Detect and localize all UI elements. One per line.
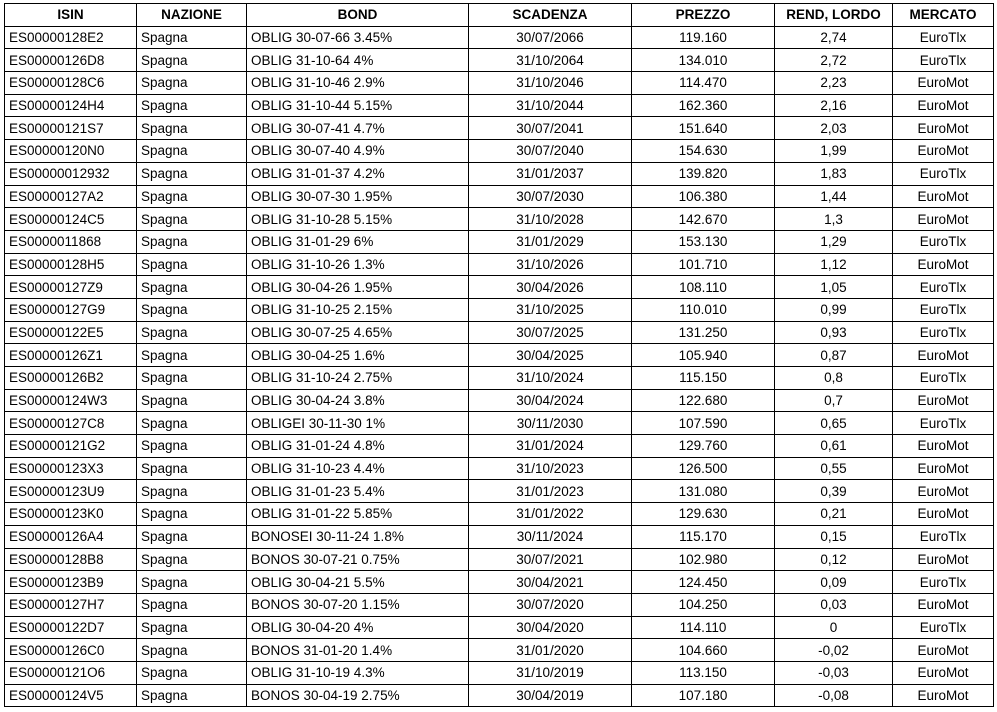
table-row: [5, 525, 994, 548]
scadenza-cell: 31/10/2064: [469, 49, 632, 72]
nazione-cell: Spagna: [137, 684, 247, 707]
scadenza-cell: 31/01/2029: [469, 230, 632, 253]
rend-lordo-cell: 1,29: [775, 230, 893, 253]
prezzo-cell: 102.980: [632, 548, 775, 571]
table-row: [5, 457, 994, 480]
prezzo-cell: 131.080: [632, 480, 775, 503]
prezzo-cell: 114.110: [632, 616, 775, 639]
rend-lordo-cell: 1,05: [775, 276, 893, 299]
mercato-cell: EuroTlx: [893, 525, 994, 548]
table-row: [5, 503, 994, 526]
rend-lordo-cell: 0,99: [775, 298, 893, 321]
prezzo-cell: 115.170: [632, 525, 775, 548]
mercato-cell: EuroMot: [893, 208, 994, 231]
isin-cell: ES00000126Z1: [5, 344, 137, 367]
bond-cell: OBLIG 31-10-26 1.3%: [247, 253, 469, 276]
prezzo-cell: 107.590: [632, 412, 775, 435]
bond-cell: OBLIG 31-01-23 5.4%: [247, 480, 469, 503]
rend-lordo-cell: 0,21: [775, 503, 893, 526]
table-row: [5, 72, 994, 95]
rend-lordo-cell: 0,8: [775, 367, 893, 390]
isin-cell: ES00000122E5: [5, 321, 137, 344]
rend-lordo-cell: 0,55: [775, 457, 893, 480]
nazione-cell: Spagna: [137, 571, 247, 594]
nazione-cell: Spagna: [137, 593, 247, 616]
table-row: [5, 661, 994, 684]
mercato-cell: EuroMot: [893, 503, 994, 526]
table-row: [5, 253, 994, 276]
table-row: [5, 548, 994, 571]
nazione-cell: Spagna: [137, 94, 247, 117]
rend-lordo-cell: 0,15: [775, 525, 893, 548]
scadenza-cell: 31/10/2046: [469, 72, 632, 95]
scadenza-cell: 30/07/2041: [469, 117, 632, 140]
nazione-cell: Spagna: [137, 162, 247, 185]
isin-cell: ES00000127C8: [5, 412, 137, 435]
mercato-cell: EuroMot: [893, 389, 994, 412]
bond-cell: OBLIG 31-10-23 4.4%: [247, 457, 469, 480]
rend-lordo-cell: 0,87: [775, 344, 893, 367]
table-row: [5, 389, 994, 412]
mercato-cell: EuroMot: [893, 140, 994, 163]
bond-cell: OBLIG 30-07-40 4.9%: [247, 140, 469, 163]
column-header-bond: BOND: [247, 4, 469, 27]
bond-cell: OBLIG 30-07-30 1.95%: [247, 185, 469, 208]
isin-cell: ES00000126A4: [5, 525, 137, 548]
rend-lordo-cell: 0,09: [775, 571, 893, 594]
scadenza-cell: 30/07/2030: [469, 185, 632, 208]
mercato-cell: EuroMot: [893, 593, 994, 616]
isin-cell: ES00000012932: [5, 162, 137, 185]
bond-cell: OBLIG 31-10-25 2.15%: [247, 298, 469, 321]
mercato-cell: EuroMot: [893, 639, 994, 662]
column-header-nazione: NAZIONE: [137, 4, 247, 27]
isin-cell: ES00000123U9: [5, 480, 137, 503]
mercato-cell: EuroMot: [893, 684, 994, 707]
column-header-mercato: MERCATO: [893, 4, 994, 27]
rend-lordo-cell: 1,12: [775, 253, 893, 276]
isin-cell: ES00000123B9: [5, 571, 137, 594]
bond-cell: OBLIG 30-04-25 1.6%: [247, 344, 469, 367]
nazione-cell: Spagna: [137, 72, 247, 95]
isin-cell: ES00000127H7: [5, 593, 137, 616]
bond-cell: OBLIG 31-10-44 5.15%: [247, 94, 469, 117]
prezzo-cell: 154.630: [632, 140, 775, 163]
mercato-cell: EuroTlx: [893, 616, 994, 639]
scadenza-cell: 30/07/2040: [469, 140, 632, 163]
table-row: [5, 140, 994, 163]
column-header-isin: ISIN: [5, 4, 137, 27]
table-row: [5, 593, 994, 616]
bond-cell: OBLIG 31-01-37 4.2%: [247, 162, 469, 185]
nazione-cell: Spagna: [137, 389, 247, 412]
prezzo-cell: 122.680: [632, 389, 775, 412]
scadenza-cell: 31/01/2020: [469, 639, 632, 662]
bond-cell: OBLIGEI 30-11-30 1%: [247, 412, 469, 435]
scadenza-cell: 31/10/2024: [469, 367, 632, 390]
table-row: [5, 344, 994, 367]
prezzo-cell: 113.150: [632, 661, 775, 684]
prezzo-cell: 151.640: [632, 117, 775, 140]
nazione-cell: Spagna: [137, 49, 247, 72]
nazione-cell: Spagna: [137, 253, 247, 276]
prezzo-cell: 105.940: [632, 344, 775, 367]
isin-cell: ES00000124H4: [5, 94, 137, 117]
isin-cell: ES00000122D7: [5, 616, 137, 639]
mercato-cell: EuroTlx: [893, 230, 994, 253]
isin-cell: ES00000127G9: [5, 298, 137, 321]
rend-lordo-cell: -0,03: [775, 661, 893, 684]
rend-lordo-cell: 1,3: [775, 208, 893, 231]
scadenza-cell: 31/01/2023: [469, 480, 632, 503]
scadenza-cell: 30/04/2025: [469, 344, 632, 367]
scadenza-cell: 31/10/2026: [469, 253, 632, 276]
nazione-cell: Spagna: [137, 230, 247, 253]
scadenza-cell: 31/10/2025: [469, 298, 632, 321]
nazione-cell: Spagna: [137, 412, 247, 435]
mercato-cell: EuroMot: [893, 344, 994, 367]
rend-lordo-cell: 0,93: [775, 321, 893, 344]
scadenza-cell: 31/01/2024: [469, 435, 632, 458]
table-row: [5, 49, 994, 72]
mercato-cell: EuroTlx: [893, 412, 994, 435]
scadenza-cell: 30/07/2020: [469, 593, 632, 616]
isin-cell: ES00000121S7: [5, 117, 137, 140]
bond-cell: BONOS 30-07-21 0.75%: [247, 548, 469, 571]
table-row: [5, 208, 994, 231]
prezzo-cell: 104.250: [632, 593, 775, 616]
isin-cell: ES00000128E2: [5, 26, 137, 49]
table-row: [5, 94, 994, 117]
mercato-cell: EuroMot: [893, 253, 994, 276]
nazione-cell: Spagna: [137, 185, 247, 208]
bond-cell: OBLIG 30-07-41 4.7%: [247, 117, 469, 140]
table-row: [5, 639, 994, 662]
nazione-cell: Spagna: [137, 457, 247, 480]
scadenza-cell: 30/04/2020: [469, 616, 632, 639]
isin-cell: ES00000126B2: [5, 367, 137, 390]
nazione-cell: Spagna: [137, 503, 247, 526]
nazione-cell: Spagna: [137, 480, 247, 503]
mercato-cell: EuroMot: [893, 457, 994, 480]
prezzo-cell: 114.470: [632, 72, 775, 95]
rend-lordo-cell: 0,65: [775, 412, 893, 435]
mercato-cell: EuroMot: [893, 548, 994, 571]
prezzo-cell: 162.360: [632, 94, 775, 117]
table-row: [5, 26, 994, 49]
bond-cell: OBLIG 31-10-46 2.9%: [247, 72, 469, 95]
mercato-cell: EuroMot: [893, 117, 994, 140]
prezzo-cell: 104.660: [632, 639, 775, 662]
scadenza-cell: 31/10/2019: [469, 661, 632, 684]
table-row: [5, 117, 994, 140]
prezzo-cell: 131.250: [632, 321, 775, 344]
scadenza-cell: 30/11/2030: [469, 412, 632, 435]
nazione-cell: Spagna: [137, 208, 247, 231]
prezzo-cell: 134.010: [632, 49, 775, 72]
mercato-cell: EuroTlx: [893, 276, 994, 299]
table-row: [5, 480, 994, 503]
table-row: [5, 367, 994, 390]
isin-cell: ES00000123X3: [5, 457, 137, 480]
prezzo-cell: 129.630: [632, 503, 775, 526]
rend-lordo-cell: 2,23: [775, 72, 893, 95]
isin-cell: ES00000121G2: [5, 435, 137, 458]
nazione-cell: Spagna: [137, 639, 247, 662]
isin-cell: ES00000124C5: [5, 208, 137, 231]
prezzo-cell: 119.160: [632, 26, 775, 49]
rend-lordo-cell: 0,7: [775, 389, 893, 412]
prezzo-cell: 139.820: [632, 162, 775, 185]
table-row: [5, 298, 994, 321]
scadenza-cell: 31/10/2028: [469, 208, 632, 231]
table-row: [5, 230, 994, 253]
nazione-cell: Spagna: [137, 616, 247, 639]
mercato-cell: EuroTlx: [893, 367, 994, 390]
bond-cell: OBLIG 31-10-28 5.15%: [247, 208, 469, 231]
bond-cell: OBLIG 30-07-66 3.45%: [247, 26, 469, 49]
nazione-cell: Spagna: [137, 298, 247, 321]
prezzo-cell: 142.670: [632, 208, 775, 231]
bond-cell: BONOS 30-04-19 2.75%: [247, 684, 469, 707]
scadenza-cell: 31/10/2023: [469, 457, 632, 480]
table-row: [5, 684, 994, 707]
prezzo-cell: 106.380: [632, 185, 775, 208]
table-row: [5, 412, 994, 435]
nazione-cell: Spagna: [137, 140, 247, 163]
mercato-cell: EuroMot: [893, 435, 994, 458]
column-header-prezzo: PREZZO: [632, 4, 775, 27]
table-row: [5, 276, 994, 299]
bond-cell: OBLIG 30-04-20 4%: [247, 616, 469, 639]
prezzo-cell: 108.110: [632, 276, 775, 299]
rend-lordo-cell: 2,03: [775, 117, 893, 140]
mercato-cell: EuroTlx: [893, 49, 994, 72]
nazione-cell: Spagna: [137, 548, 247, 571]
nazione-cell: Spagna: [137, 367, 247, 390]
bond-cell: OBLIG 31-10-19 4.3%: [247, 661, 469, 684]
isin-cell: ES00000124W3: [5, 389, 137, 412]
nazione-cell: Spagna: [137, 276, 247, 299]
isin-cell: ES00000128C6: [5, 72, 137, 95]
table-body: [5, 26, 994, 707]
mercato-cell: EuroMot: [893, 72, 994, 95]
table-row: [5, 435, 994, 458]
mercato-cell: EuroTlx: [893, 26, 994, 49]
bond-cell: BONOS 30-07-20 1.15%: [247, 593, 469, 616]
scadenza-cell: 30/11/2024: [469, 525, 632, 548]
bond-cell: OBLIG 30-04-24 3.8%: [247, 389, 469, 412]
prezzo-cell: 129.760: [632, 435, 775, 458]
rend-lordo-cell: 2,16: [775, 94, 893, 117]
mercato-cell: EuroMot: [893, 185, 994, 208]
bond-cell: OBLIG 31-01-24 4.8%: [247, 435, 469, 458]
rend-lordo-cell: 0: [775, 616, 893, 639]
bond-cell: OBLIG 31-10-64 4%: [247, 49, 469, 72]
table-row: [5, 616, 994, 639]
nazione-cell: Spagna: [137, 117, 247, 140]
bond-cell: OBLIG 31-01-22 5.85%: [247, 503, 469, 526]
mercato-cell: EuroTlx: [893, 298, 994, 321]
nazione-cell: Spagna: [137, 661, 247, 684]
bond-cell: OBLIG 30-04-21 5.5%: [247, 571, 469, 594]
bond-cell: BONOSEI 30-11-24 1.8%: [247, 525, 469, 548]
column-header-rend-lordo: REND, LORDO: [775, 4, 893, 27]
mercato-cell: EuroMot: [893, 661, 994, 684]
rend-lordo-cell: 1,83: [775, 162, 893, 185]
rend-lordo-cell: 0,12: [775, 548, 893, 571]
isin-cell: ES00000127Z9: [5, 276, 137, 299]
rend-lordo-cell: 1,44: [775, 185, 893, 208]
isin-cell: ES0000011868: [5, 230, 137, 253]
isin-cell: ES00000124V5: [5, 684, 137, 707]
prezzo-cell: 107.180: [632, 684, 775, 707]
mercato-cell: EuroTlx: [893, 162, 994, 185]
scadenza-cell: 31/01/2037: [469, 162, 632, 185]
prezzo-cell: 124.450: [632, 571, 775, 594]
isin-cell: ES00000126C0: [5, 639, 137, 662]
prezzo-cell: 115.150: [632, 367, 775, 390]
scadenza-cell: 30/07/2066: [469, 26, 632, 49]
bond-table: [4, 3, 994, 707]
scadenza-cell: 30/04/2021: [469, 571, 632, 594]
scadenza-cell: 30/04/2019: [469, 684, 632, 707]
scadenza-cell: 30/04/2026: [469, 276, 632, 299]
isin-cell: ES00000126D8: [5, 49, 137, 72]
isin-cell: ES00000128H5: [5, 253, 137, 276]
nazione-cell: Spagna: [137, 435, 247, 458]
prezzo-cell: 101.710: [632, 253, 775, 276]
table-row: [5, 571, 994, 594]
scadenza-cell: 30/07/2025: [469, 321, 632, 344]
header-row: [5, 4, 994, 27]
nazione-cell: Spagna: [137, 321, 247, 344]
rend-lordo-cell: 0,39: [775, 480, 893, 503]
isin-cell: ES00000121O6: [5, 661, 137, 684]
bond-cell: OBLIG 31-10-24 2.75%: [247, 367, 469, 390]
table-row: [5, 321, 994, 344]
bond-cell: OBLIG 30-04-26 1.95%: [247, 276, 469, 299]
bond-cell: BONOS 31-01-20 1.4%: [247, 639, 469, 662]
table-row: [5, 185, 994, 208]
scadenza-cell: 30/04/2024: [469, 389, 632, 412]
isin-cell: ES00000127A2: [5, 185, 137, 208]
table-row: [5, 162, 994, 185]
nazione-cell: Spagna: [137, 525, 247, 548]
rend-lordo-cell: 2,74: [775, 26, 893, 49]
isin-cell: ES00000123K0: [5, 503, 137, 526]
mercato-cell: EuroTlx: [893, 571, 994, 594]
bond-cell: OBLIG 31-01-29 6%: [247, 230, 469, 253]
scadenza-cell: 31/10/2044: [469, 94, 632, 117]
nazione-cell: Spagna: [137, 344, 247, 367]
rend-lordo-cell: 0,03: [775, 593, 893, 616]
mercato-cell: EuroMot: [893, 480, 994, 503]
rend-lordo-cell: 0,61: [775, 435, 893, 458]
rend-lordo-cell: -0,02: [775, 639, 893, 662]
prezzo-cell: 110.010: [632, 298, 775, 321]
prezzo-cell: 126.500: [632, 457, 775, 480]
column-header-scadenza: SCADENZA: [469, 4, 632, 27]
nazione-cell: Spagna: [137, 26, 247, 49]
rend-lordo-cell: -0,08: [775, 684, 893, 707]
rend-lordo-cell: 1,99: [775, 140, 893, 163]
isin-cell: ES00000120N0: [5, 140, 137, 163]
rend-lordo-cell: 2,72: [775, 49, 893, 72]
bond-cell: OBLIG 30-07-25 4.65%: [247, 321, 469, 344]
isin-cell: ES00000128B8: [5, 548, 137, 571]
scadenza-cell: 31/01/2022: [469, 503, 632, 526]
mercato-cell: EuroTlx: [893, 321, 994, 344]
scadenza-cell: 30/07/2021: [469, 548, 632, 571]
prezzo-cell: 153.130: [632, 230, 775, 253]
mercato-cell: EuroMot: [893, 94, 994, 117]
